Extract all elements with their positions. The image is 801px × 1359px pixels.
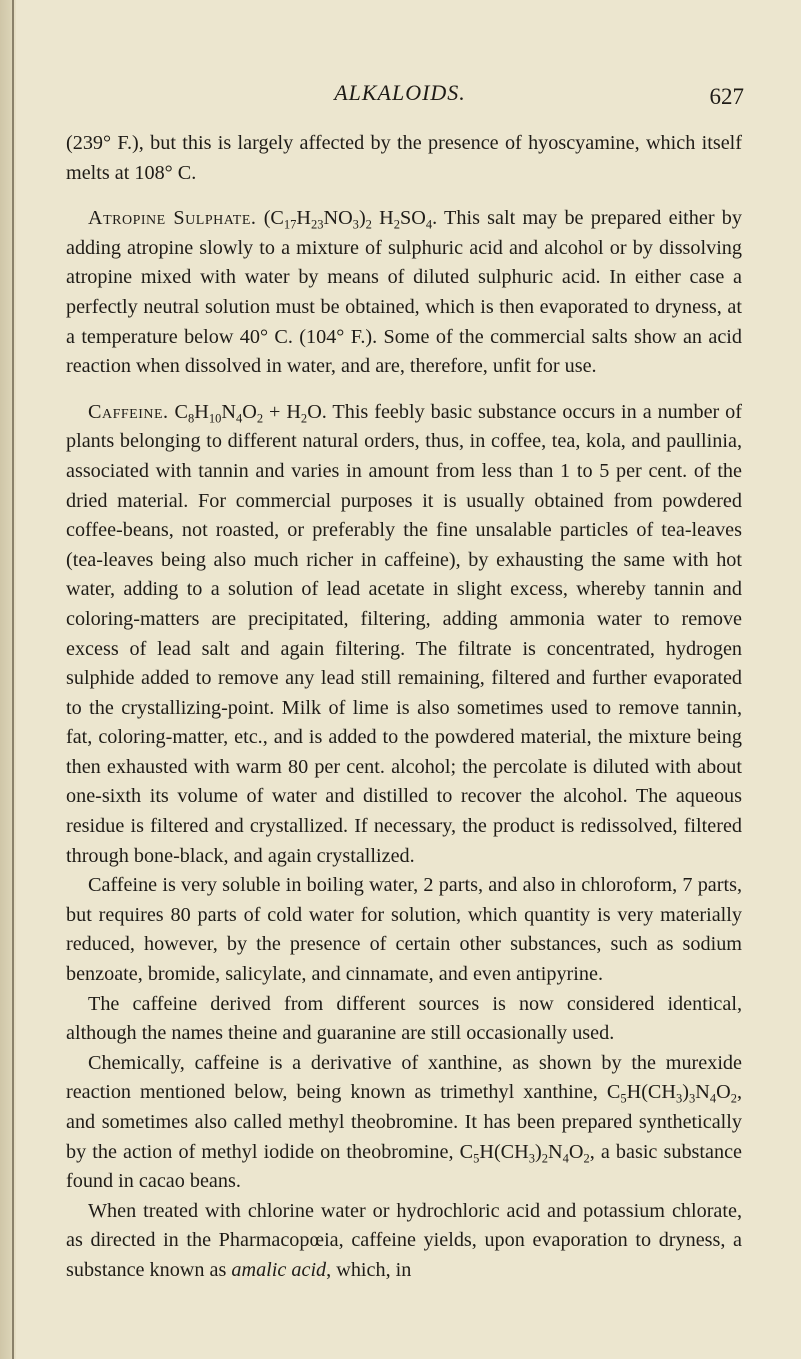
formula-caffeine: $C_8H_{10}N_4O_2 + H_2O$. (174, 400, 327, 426)
paragraph-atropine-sulphate: Atropine Sulphate. $(C_{17}H_{23}NO_3)_2$ $H_2SO_4$. This salt may be prepared either by adding atropine slowly to a mixture of sulphuric acid and alcohol or by dissolving atropine mixed with water by means of diluted sulphuric acid. In either case a perfectly neutral solution must be obtained, which is then evaporated to dryness, at a temperature below 40° C. (104° F.). Some of the commercial salts show an acid reaction when dissolved in water, and are, therefore, unfit for use. (66, 207, 742, 378)
section-heading-caffeine: Caffeine. (88, 400, 169, 423)
formula-trimethyl-xanthine: $C_5H(CH_3)_3N_4O_2$ (606, 1081, 737, 1106)
paragraph-caffeine-solubility: Caffeine is very soluble in boiling water, 2 parts, and also in chloroform, 7 parts, but requires 80 parts of cold water for solution, which quantity is very materially reduced, however, by the presence of certain other substances, such as sodium benzoate, bromide, salicylate, and cinnamate, and even antipyrine. (66, 874, 742, 986)
paragraph-caffeine-chemistry: Chemically, caffeine is a derivative of xanthine, as shown by the murexide reaction mentioned below, being known as trimethyl xanthine, $C_5H(CH_3)_3N_4O_2$, and sometimes also called methyl theobromine. It has been prepared synthetically by the action of methyl iodide on theobromine, $C_5H(CH_3)_2N_4O_2$, a basic substance found in cacao beans. (66, 1051, 742, 1193)
paragraph-chlorine-reaction: When treated with chlorine water or hydrochloric acid and potassium chlorate, as directed in the Pharmacopœia, caffeine yields, upon evaporation to dryness, a substance known as amalic acid, which, in (66, 1199, 742, 1281)
formula-atropine-sulphate: $(C_{17}H_{23}NO_3)_2$ $H_2SO_4$. (263, 207, 438, 232)
page-header (60, 80, 744, 116)
body-text (66, 129, 742, 1286)
term-amalic-acid: amalic acid (231, 1258, 327, 1281)
section-heading-atropine-sulphate: Atropine Sulphate. (88, 207, 257, 230)
paragraph-hyoscyamine-continuation: (239° F.), but this is largely affected by the presence of hyoscyamine, which itself melts at 108° C. (66, 132, 742, 184)
paragraph-caffeine-sources: The caffeine derived from different sources is now considered identical, although the names theine and guaranine are still occasionally used. (66, 992, 742, 1045)
binding-edge-line (12, 0, 14, 1359)
paragraph-caffeine: Caffeine. $C_8H_{10}N_4O_2 + H_2O$. This feebly basic substance occurs in a number of plants belonging to different natural orders, thus, in coffee, tea, kola, and paullinia, associated with tannin and varies in amount from less than 1 to 5 per cent. of the dried material. For commercial purposes it is usually obtained from powdered coffee-beans, not roasted, or preferably the fine unsalable particles of tea-leaves (tea-leaves being also much richer in caffeine), by exhausting the same with hot water, adding to a solution of lead acetate in slight excess, whereby tannin and coloring-matters are precipitated, filtering, adding ammonia water to remove excess of lead salt and again filtering. The filtrate is concentrated, hydrogen sulphide added to remove any lead still remaining, filtered and further evaporated to the crystallizing-point. Milk of lime is also sometimes used to remove tannin, fat, coloring-matter, etc., and is added to the powdered material, the mixture being then exhausted with warm 80 per cent. alcohol; the percolate is diluted with about one-sixth its volume of water and distilled to recover the alcohol. The aqueous residue is filtered and crystallized. If necessary, the product is redissolved, filtered through bone-black, and again crystallized. (66, 400, 743, 867)
formula-theobromine: $C_5H(CH_3)_2N_4O_2$ (459, 1140, 590, 1165)
running-head: ALKALOIDS. (334, 80, 466, 105)
page-number: 627 (709, 84, 744, 109)
